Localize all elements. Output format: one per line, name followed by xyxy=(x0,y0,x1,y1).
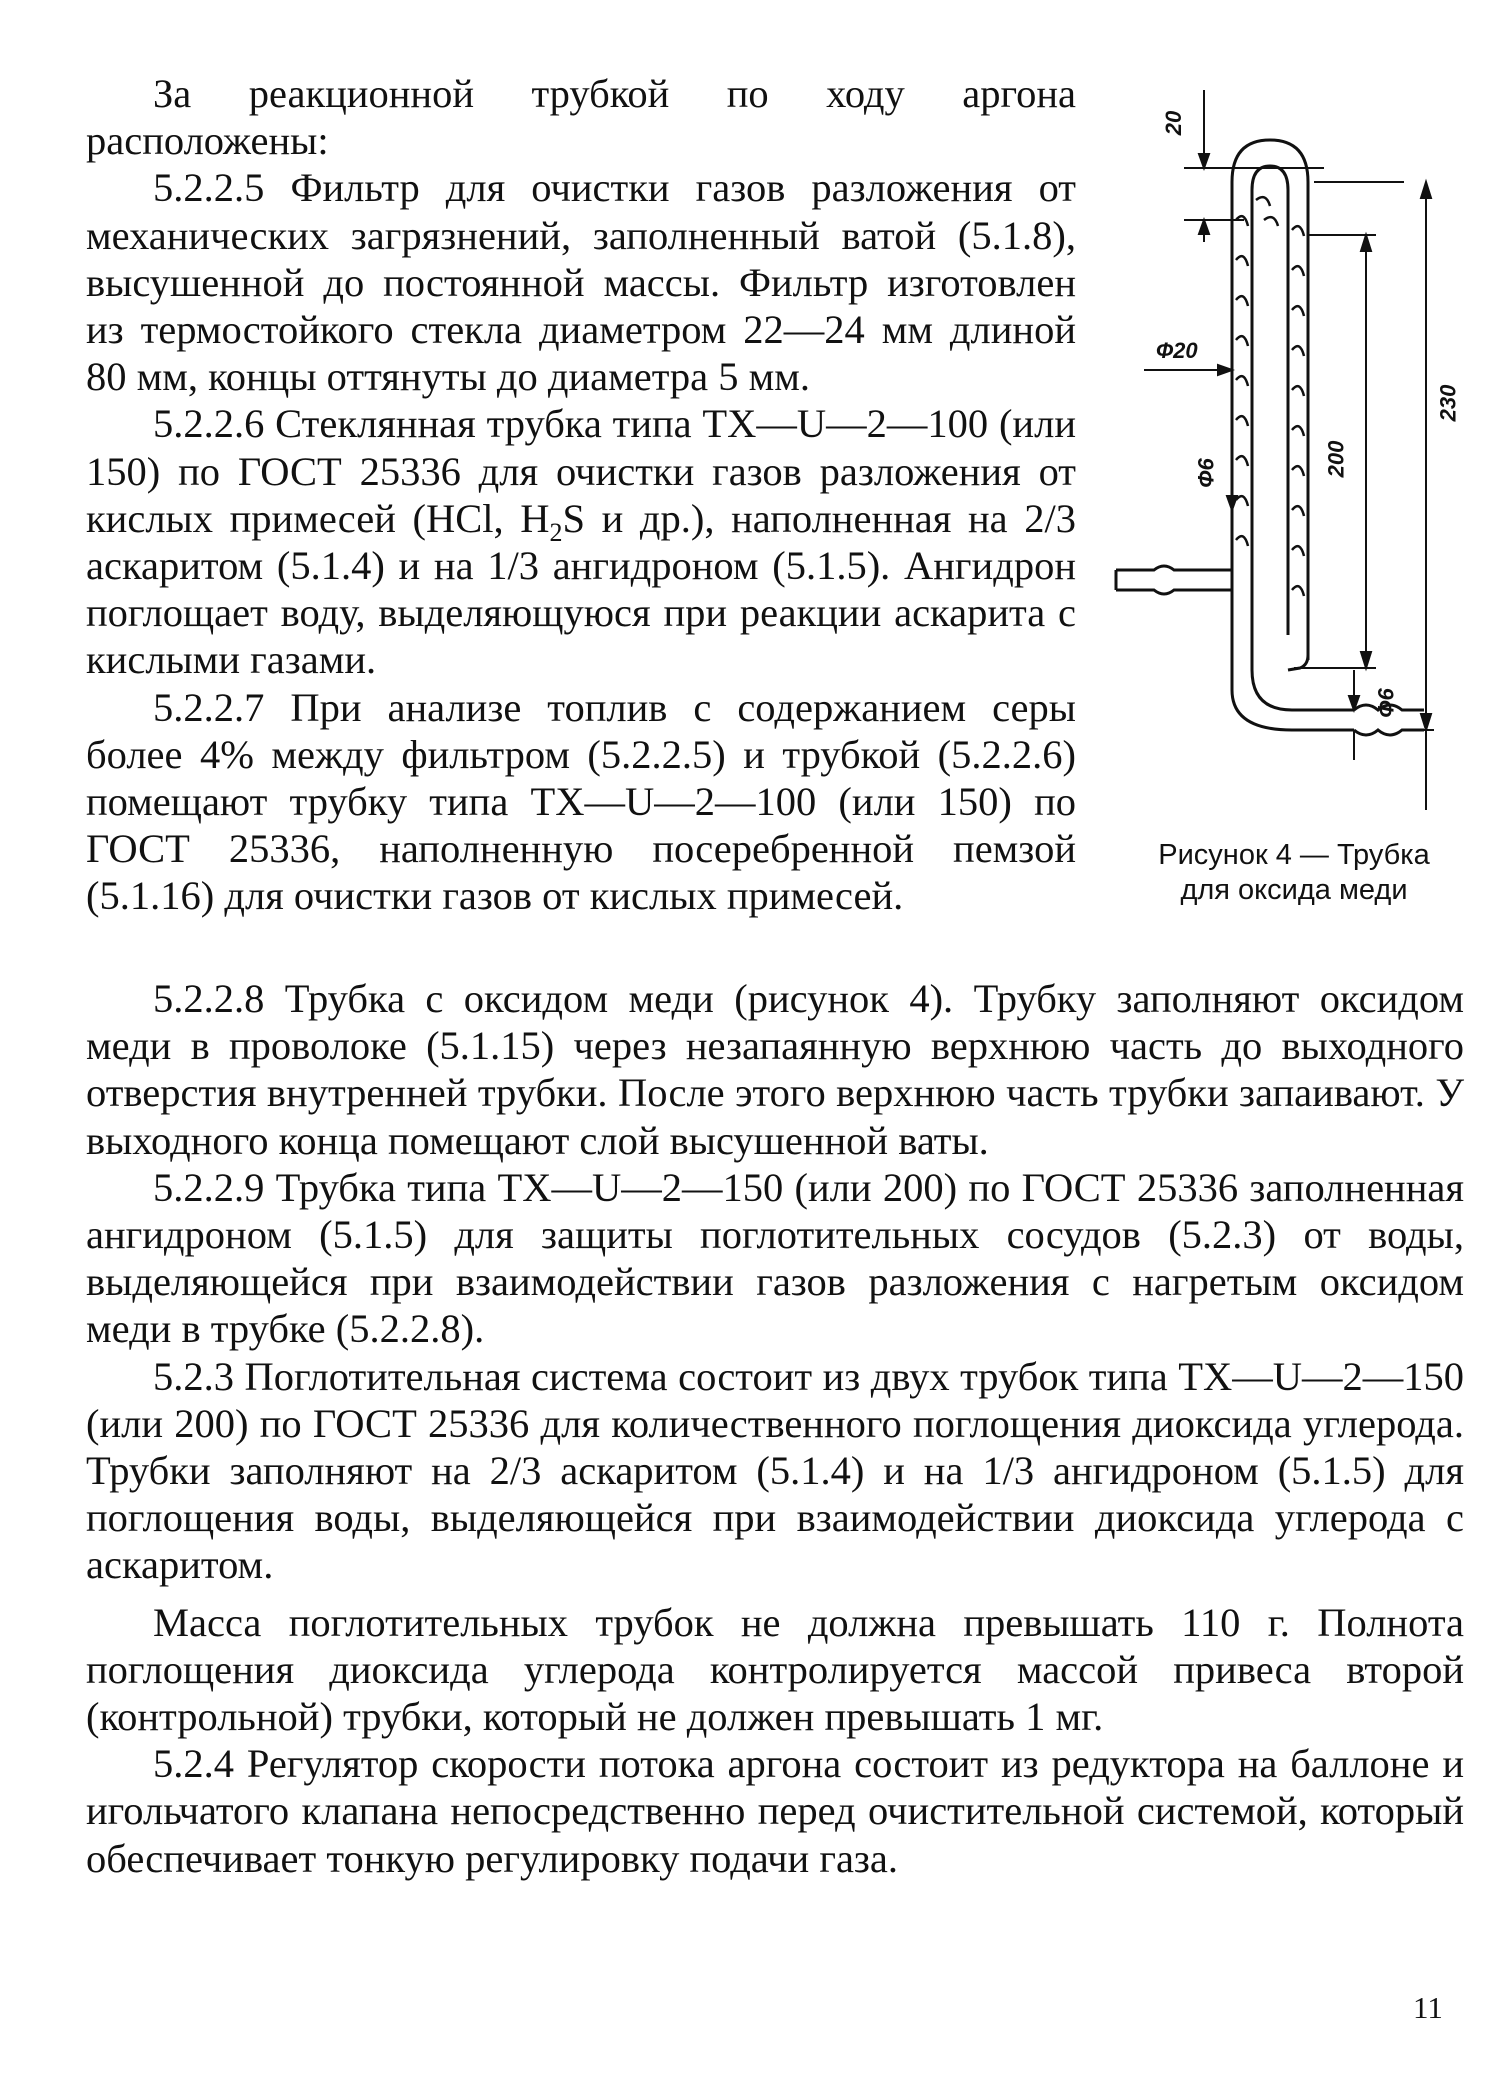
paragraph-5-2-2-8: 5.2.2.8 Трубка с оксидом меди (рисунок 4). Трубку заполняют оксидом меди в проволоке (5.1.15) через незапаянную верхнюю часть до выходного отверстия внутренней трубки. После этого верхнюю часть трубки запаивают. У выходного конца помещают слой высушенной ваты. xyxy=(86,976,1464,1163)
paragraph-5-2-2-6-part-a: 5.2.2.6 Стеклянная трубка типа ТХ—U—2—100 (или 150) по ГОСТ 25336 для очистки газов разложения от кислых примесей (HCl, H xyxy=(86,401,1076,541)
paragraph-intro: За реакционной трубкой по ходу аргона расположены: xyxy=(86,71,1076,164)
paragraph-5-2-2-7: 5.2.2.7 При анализе топлив с содержанием серы более 4% между фильтром (5.2.2.5) и трубкой (5.2.2.6) помещают трубку типа ТХ—U—2—100 (или 150) по ГОСТ 25336, наполненную посеребренной пемзой (5.1.16) для очистки газов от кислых примесей. xyxy=(86,684,1076,919)
full-width-text-column xyxy=(86,975,1464,1882)
figure-caption-line-1: Рисунок 4 — Трубка xyxy=(1158,839,1430,871)
paragraph-5-2-2-9: 5.2.2.9 Трубка типа ТХ—U—2—150 (или 200) по ГОСТ 25336 заполненная ангидроном (5.1.5) для защиты поглотительных сосудов (5.2.3) от воды, выделяющейся при взаимодействии газов разложения с нагретым оксидом меди в трубке (5.2.2.8). xyxy=(86,1164,1464,1352)
left-text-column xyxy=(86,70,1076,920)
subscript-2: 2 xyxy=(549,517,563,547)
tube-drawing xyxy=(1104,70,1484,830)
dimension-diameter-6-right: Ф6 xyxy=(1373,688,1399,718)
paragraph-5-2-2-6 xyxy=(86,400,1076,683)
paragraph-5-2-2-6-part-b: S и др.), наполненная на 2/3 аскаритом (5.1.4) и на 1/3 ангидроном (5.1.5). Ангидрон поглощает воду, выделяющуюся при реакции аскарита с кислыми газами. xyxy=(86,495,1076,683)
dimension-length-200: 200 xyxy=(1323,440,1349,478)
page-number: 11 xyxy=(1413,1990,1443,2025)
paragraph-5-2-2-5: 5.2.2.5 Фильтр для очистки газов разложения от механических загрязнений, заполненный ватой (5.1.8), высушенной до постоянной массы. Фильтр изготовлен из термостойкого стекла диаметром 22—24 мм длиной 80 мм, концы оттянуты до диаметра 5 мм. xyxy=(86,165,1076,400)
dimension-diameter-20: Ф20 xyxy=(1156,338,1198,363)
figure-caption-line-2: для оксида меди xyxy=(1180,874,1408,906)
paragraph-5-2-4: 5.2.4 Регулятор скорости потока аргона состоит из редуктора на баллоне и игольчатого клапана непосредственно перед очистительной системой, который обеспечивает тонкую регулировку подачи газа. xyxy=(86,1741,1464,1881)
paragraph-mass: Масса поглотительных трубок не должна превышать 110 г. Полнота поглощения диоксида углерода контролируется массой привеса второй (контрольной) трубки, который не должен превышать 1 мг. xyxy=(86,1599,1464,1740)
dimension-length-230: 230 xyxy=(1435,384,1461,422)
figure-caption xyxy=(1104,838,1484,908)
dimension-20-top: 20 xyxy=(1161,110,1187,136)
paragraph-5-2-3: 5.2.3 Поглотительная система состоит из двух трубок типа ТХ—U—2—150 (или 200) по ГОСТ 25336 для количественного поглощения диоксида углерода. Трубки заполняют на 2/3 аскаритом (5.1.4) и на 1/3 ангидроном (5.1.5) для поглощения воды, выделяющейся при взаимодействии диоксида углерода с аскаритом. xyxy=(86,1353,1464,1588)
dimension-diameter-6-left: Ф6 xyxy=(1193,458,1219,488)
figure-copper-oxide-tube xyxy=(1104,70,1484,830)
